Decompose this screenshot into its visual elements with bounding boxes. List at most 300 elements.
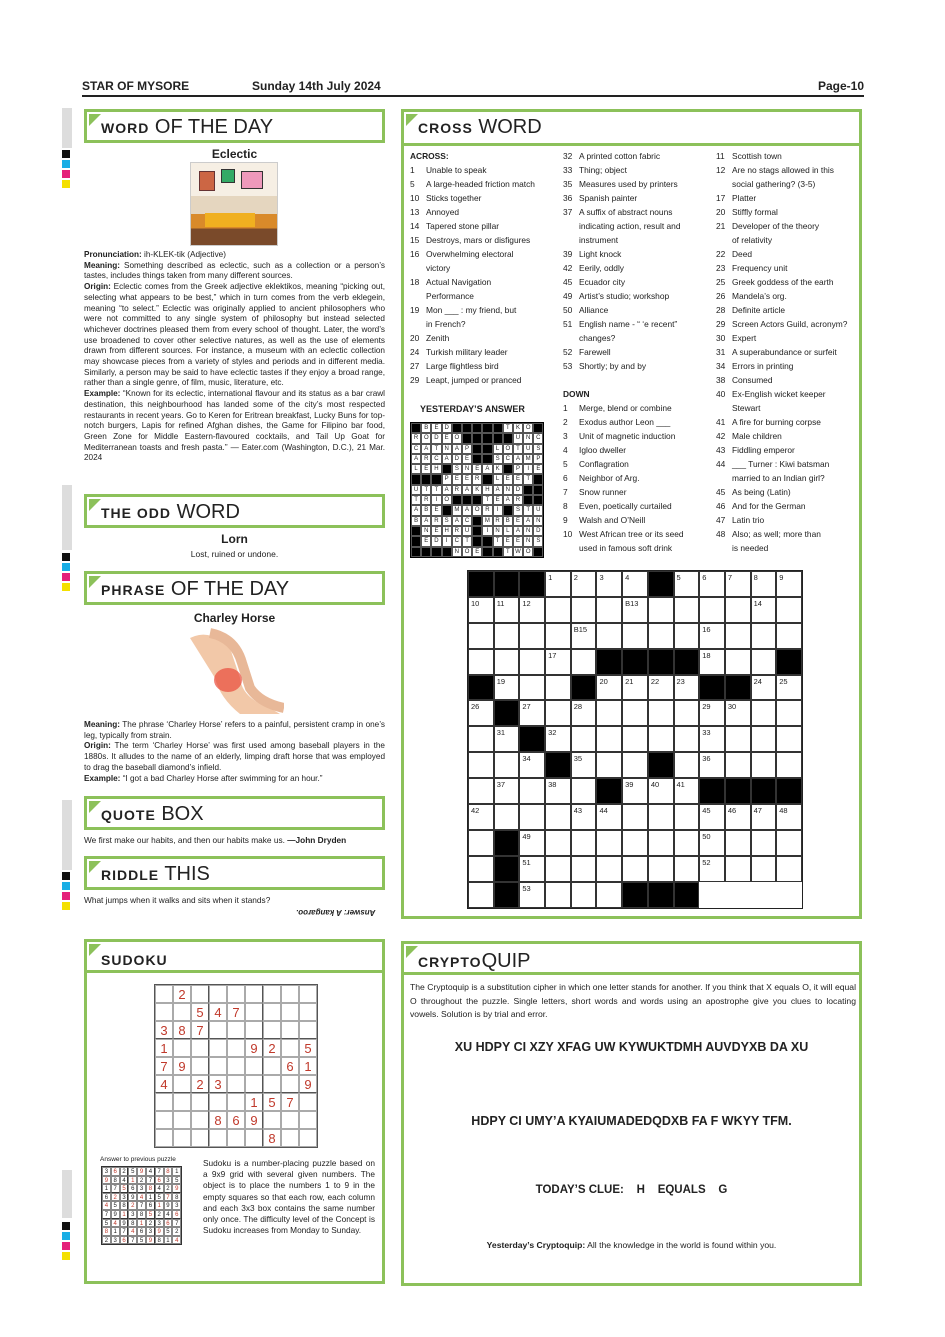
answer-cell: H [431,464,441,474]
clue: 40 Ex-English wicket keeper [716,389,826,399]
sudoku-cell[interactable] [281,1075,299,1093]
crossword-cell[interactable]: 25 [776,675,802,701]
crossword-cell[interactable]: 4 [622,571,648,597]
clue-continuation: is needed [732,543,769,553]
answer-cell: S [533,444,543,454]
crossword-cell[interactable] [674,804,700,830]
answer-cell: S [493,454,503,464]
sudoku-cell: 9 [173,1057,191,1075]
answer-cell: 2 [102,1236,111,1245]
answer-cell: D [431,433,441,443]
sudoku-cell[interactable] [245,1075,263,1093]
answer-cell: 9 [137,1167,146,1176]
crossword-cell[interactable] [725,623,751,649]
crossword-cell[interactable]: 53 [519,882,545,908]
crossword-cell[interactable] [622,700,648,726]
crossword-cell[interactable]: B15 [571,623,597,649]
answer-cell: 4 [120,1176,129,1185]
crossword-cell[interactable] [596,597,622,623]
sudoku-cell: 2 [173,985,191,1003]
answer-cell: C [533,433,543,443]
crossword-cell[interactable] [468,752,494,778]
crossword-cell[interactable] [519,675,545,701]
crossword-cell[interactable] [674,752,700,778]
clue: 5 Conflagration [563,459,629,469]
crossword-cell[interactable] [648,623,674,649]
sudoku-cell[interactable] [227,1057,245,1075]
flag-icon [89,114,101,126]
crossword-cell[interactable] [776,700,802,726]
sudoku-cell[interactable] [263,1021,281,1039]
answer-cell: E [503,536,513,546]
sudoku-cell: 7 [155,1057,173,1075]
answer-cell [462,433,472,443]
crossword-cell[interactable] [776,752,802,778]
crossword-panel: CROSS WORD [401,109,862,919]
sudoku-cell[interactable] [281,1129,299,1147]
crossword-cell[interactable] [468,778,494,804]
crossword-cell[interactable]: 30 [725,700,751,726]
crossword-cell[interactable]: 41 [674,778,700,804]
crossword-cell[interactable]: 36 [699,752,725,778]
answer-cell [523,495,533,505]
clue: 9 Walsh and O’Neill [563,515,646,525]
crossword-cell[interactable] [648,830,674,856]
crossword-cell[interactable] [648,597,674,623]
sudoku-cell[interactable] [245,1021,263,1039]
crossword-cell[interactable] [776,597,802,623]
crossword-cell[interactable] [468,830,494,856]
sudoku-cell[interactable] [281,1003,299,1021]
answer-cell: 1 [102,1184,111,1193]
clue: 34 Errors in printing [716,361,794,371]
crossword-cell[interactable]: 7 [725,571,751,597]
crossword-cell[interactable]: 37 [494,778,520,804]
sudoku-cell[interactable] [209,1129,227,1147]
crossword-cell[interactable] [725,726,751,752]
clue-continuation: Performance [426,291,474,301]
crossword-cell[interactable]: 11 [494,597,520,623]
answer-cell: N [462,464,472,474]
crossword-cell[interactable] [545,597,571,623]
crossword-cell[interactable] [468,649,494,675]
crossword-cell[interactable] [571,830,597,856]
sudoku-cell[interactable] [227,985,245,1003]
crossword-cell[interactable] [776,726,802,752]
sudoku-cell[interactable] [263,1111,281,1129]
crossword-cell[interactable]: 18 [699,649,725,675]
flag-icon [89,576,101,588]
answer-cell: L [411,464,421,474]
answer-cell: T [503,547,513,557]
sudoku-cell[interactable] [227,1021,245,1039]
answer-cell [442,505,452,515]
crossword-cell[interactable] [571,778,597,804]
page-header [82,78,864,97]
crossword-cell[interactable] [622,804,648,830]
sudoku-cell[interactable] [191,1111,209,1129]
crossword-cell[interactable] [468,856,494,882]
crossword-cell[interactable] [751,830,777,856]
sudoku-cell[interactable] [209,985,227,1003]
crossword-cell[interactable] [494,804,520,830]
clue: 45 As being (Latin) [716,487,791,497]
register-mark [62,1252,70,1260]
crossword-cell[interactable] [674,830,700,856]
answer-cell: 8 [102,1227,111,1236]
sudoku-cell[interactable] [245,985,263,1003]
crossword-cell[interactable] [699,597,725,623]
crossword-cell [648,571,674,597]
clue: 1 Unable to speak [410,165,487,175]
crossword-cell[interactable] [751,700,777,726]
sudoku-cell[interactable] [191,1093,209,1111]
crossword-cell[interactable] [776,856,802,882]
crossword-cell[interactable]: 26 [468,700,494,726]
crossword-cell[interactable]: 46 [725,804,751,830]
sudoku-cell[interactable] [173,1093,191,1111]
sudoku-cell[interactable] [227,1129,245,1147]
answer-cell: E [513,516,523,526]
sudoku-cell[interactable] [155,1129,173,1147]
sudoku-cell[interactable] [155,1093,173,1111]
answer-cell [523,485,533,495]
clue: 13 Annoyed [410,207,460,217]
answer-cell: 3 [128,1210,137,1219]
crossword-cell[interactable]: 34 [519,752,545,778]
crossword-cell[interactable] [596,700,622,726]
crossword-cell[interactable] [519,778,545,804]
crossword-cell[interactable] [596,830,622,856]
crossword-cell[interactable]: 23 [674,675,700,701]
sudoku-grid[interactable] [154,984,318,1148]
crossword-cell[interactable] [571,597,597,623]
crossword-cell[interactable]: B13 [622,597,648,623]
sudoku-cell[interactable] [227,1075,245,1093]
answer-cell: 3 [111,1236,120,1245]
crossword-cell[interactable] [545,804,571,830]
crossword-cell[interactable] [751,649,777,675]
crossword-cell[interactable] [545,882,571,908]
crossword-cell[interactable] [596,623,622,649]
crossword-cell[interactable] [545,830,571,856]
crossword-cell[interactable] [751,726,777,752]
crossword-cell[interactable] [648,856,674,882]
answer-cell: E [421,536,431,546]
crossword-cell[interactable] [468,882,494,908]
sudoku-cell[interactable] [227,1039,245,1057]
word-title: Eclectic [211,147,258,161]
answer-cell: A [513,454,523,464]
crossword-cell[interactable]: 19 [494,675,520,701]
crossword-cell[interactable]: 6 [699,571,725,597]
crossword-cell[interactable] [519,623,545,649]
crossword-cell[interactable]: 21 [622,675,648,701]
sudoku-cell[interactable] [155,1111,173,1129]
crossword-cell[interactable]: 1 [545,571,571,597]
answer-cell: E [513,474,523,484]
crossword-cell[interactable]: 51 [519,856,545,882]
crossword-cell[interactable] [725,597,751,623]
clue: 4 Igloo dweller [563,445,627,455]
crossword-cell[interactable] [545,856,571,882]
crossword-cell [468,571,494,597]
crossword-cell[interactable] [648,804,674,830]
answer-cell: S [513,505,523,515]
sudoku-cell[interactable] [299,1129,317,1147]
sudoku-cell[interactable] [173,1111,191,1129]
sudoku-cell[interactable] [281,985,299,1003]
sudoku-cell[interactable] [263,1057,281,1075]
sudoku-cell[interactable] [263,1075,281,1093]
answer-cell: 9 [128,1193,137,1202]
crossword-cell[interactable] [622,623,648,649]
answer-cell: R [472,474,482,484]
crossword-cell[interactable]: 24 [751,675,777,701]
sudoku-cell: 5 [263,1093,281,1111]
answer-cell: 3 [137,1184,146,1193]
sudoku-panel: SUDOKU [84,939,385,1284]
sudoku-cell: 8 [209,1111,227,1129]
sudoku-cell[interactable] [173,1003,191,1021]
crossword-cell[interactable]: 33 [699,726,725,752]
crossword-cell[interactable]: 2 [571,571,597,597]
crossword-cell[interactable] [519,649,545,675]
crossword-cell[interactable] [776,830,802,856]
answer-cell: 5 [137,1236,146,1245]
clue: 50 Alliance [563,305,609,315]
answer-cell: 6 [111,1167,120,1176]
sudoku-cell[interactable] [155,1003,173,1021]
crossword-cell[interactable]: 14 [751,597,777,623]
answer-cell: D [533,526,543,536]
crossword-cell[interactable]: 47 [751,804,777,830]
answer-cell: I [523,464,533,474]
riddle-header: RIDDLE THIS [84,856,385,890]
crossword-cell[interactable] [519,804,545,830]
crossword-cell[interactable] [751,856,777,882]
sudoku-cell[interactable] [155,985,173,1003]
sudoku-cell: 6 [281,1057,299,1075]
crossword-cell[interactable]: 45 [699,804,725,830]
crossword-cell[interactable]: 27 [519,700,545,726]
crossword-cell[interactable] [648,726,674,752]
sudoku-cell[interactable] [209,1021,227,1039]
crossword-cell [776,778,802,804]
crossword-cell[interactable] [725,752,751,778]
crossword-cell[interactable] [571,882,597,908]
sudoku-cell[interactable] [209,1093,227,1111]
crossword-cell[interactable]: 35 [571,752,597,778]
crossword-cell[interactable] [596,726,622,752]
answer-cell: E [442,433,452,443]
crossword-cell [751,778,777,804]
answer-cell [493,547,503,557]
crossword-cell[interactable] [622,830,648,856]
crossword-cell[interactable]: 20 [596,675,622,701]
sudoku-cell[interactable] [299,1111,317,1129]
crossword-cell[interactable]: 17 [545,649,571,675]
sudoku-cell[interactable] [191,1057,209,1075]
sudoku-cell[interactable] [299,985,317,1003]
answer-cell: O [472,505,482,515]
answer-cell: U [411,485,421,495]
crossword-cell[interactable]: 38 [545,778,571,804]
crossword-cell[interactable]: 29 [699,700,725,726]
crossword-cell[interactable] [674,726,700,752]
crossword-cell[interactable] [674,623,700,649]
sudoku-cell[interactable] [281,1021,299,1039]
clue: 6 Neighbor of Arg. [563,473,640,483]
crossword-cell[interactable]: 50 [699,830,725,856]
crossword-cell[interactable] [596,752,622,778]
crossword-cell[interactable]: 31 [494,726,520,752]
crossword-cell[interactable] [596,856,622,882]
answer-cell: S [533,536,543,546]
register-mark [62,1232,70,1240]
answer-cell: 3 [172,1201,181,1210]
sudoku-cell[interactable] [173,1039,191,1057]
crossword-cell[interactable] [494,752,520,778]
crossword-cell[interactable]: 43 [571,804,597,830]
sudoku-cell[interactable] [281,1039,299,1057]
crossword-cell[interactable]: 52 [699,856,725,882]
answer-cell: 9 [111,1210,120,1219]
crossword-cell[interactable] [571,856,597,882]
sudoku-cell[interactable] [245,1003,263,1021]
answer-cell: T [493,536,503,546]
register-mark [62,150,70,158]
crossword-cell[interactable] [622,726,648,752]
yesterday-answer-grid [410,422,544,558]
odd-word-header: THE ODD WORD [84,494,385,528]
answer-cell: N [523,433,533,443]
previous-answer-label: Answer to previous puzzle [100,1156,176,1163]
crossword-cell[interactable] [571,649,597,675]
crossword-cell[interactable]: 3 [596,571,622,597]
answer-cell: 2 [111,1193,120,1202]
answer-cell: 1 [172,1167,181,1176]
crossword-cell[interactable]: 44 [596,804,622,830]
crossword-cell[interactable] [751,623,777,649]
crossword-cell[interactable] [751,752,777,778]
answer-cell: M [452,505,462,515]
answer-cell: P [462,444,472,454]
crossword-cell[interactable]: 22 [648,675,674,701]
crossword-cell[interactable]: 28 [571,700,597,726]
sudoku-cell[interactable] [299,1093,317,1111]
sudoku-cell[interactable] [299,1021,317,1039]
sudoku-cell[interactable] [245,1129,263,1147]
sudoku-cell: 5 [191,1003,209,1021]
answer-cell: 4 [137,1193,146,1202]
sudoku-cell[interactable] [191,1039,209,1057]
sudoku-cell[interactable] [263,985,281,1003]
clue-continuation: changes? [579,333,616,343]
clue: 29 Leapt, jumped or pranced [410,375,522,385]
sudoku-cell[interactable] [173,1075,191,1093]
crossword-cell[interactable]: 48 [776,804,802,830]
crossword-grid[interactable] [467,570,803,909]
sudoku-cell[interactable] [245,1057,263,1075]
sudoku-cell[interactable] [209,1039,227,1057]
crossword-cell[interactable]: 40 [648,778,674,804]
crossword-cell[interactable]: 12 [519,597,545,623]
crossword-cell[interactable] [674,856,700,882]
crossword-cell[interactable] [494,649,520,675]
crossword-cell[interactable] [622,856,648,882]
crossword-cell[interactable]: 10 [468,597,494,623]
crossword-cell[interactable] [468,623,494,649]
answer-cell [482,444,492,454]
crossword-cell[interactable]: 32 [545,726,571,752]
sudoku-cell[interactable] [173,1129,191,1147]
answer-cell: R [452,526,462,536]
sudoku-cell[interactable] [281,1111,299,1129]
answer-cell: O [523,547,533,557]
sudoku-cell: 8 [173,1021,191,1039]
sudoku-cell[interactable] [263,1003,281,1021]
answer-cell [482,474,492,484]
crossword-cell[interactable]: 9 [776,571,802,597]
answer-cell: A [462,485,472,495]
sudoku-cell[interactable] [191,1129,209,1147]
sudoku-cell[interactable] [209,1057,227,1075]
crossword-cell[interactable] [725,830,751,856]
crossword-cell[interactable] [571,726,597,752]
crossword-cell[interactable] [776,623,802,649]
crossword-cell[interactable]: 8 [751,571,777,597]
clue: 17 Platter [716,193,757,203]
answer-cell: A [523,516,533,526]
crossword-cell[interactable]: 42 [468,804,494,830]
crossword-cell[interactable]: 39 [622,778,648,804]
odd-word: Lorn [221,532,248,546]
word-definition: Pronunciation: ih-KLEK-tik (Adjective) Meaning: Something described as eclectic, such as a collection or a person’s tastes, includes things taken from many different sources. Origin: Eclectic comes from the Greek adjective eklektikos, meaning “picking out, selecting what appears to be best,” which in turn comes from the verb eklegein, meaning “to select.” Eclectic was originally applied to ancient philosophers who were not committed to any single system of philosophy but instead selected whichever doctrines pleased them from every school of thought. Later, the word’s use broadened to cover other selective natures, as well as the use of elements drawn from different sources. For instance, a museum with an eclectic collection may showcase pieces from a variety of styles and periods and in different media. Similarly, a person may be said to have eclectic tastes if they enjoy a broad range, rather than a single genre, of film, music, literature, etc. Example: “Known for its eclectic, international flavour and its status as a bar crawl destination, this neighbourhood has landed some of the city’s most respected restaurants in recent years. Go to Keren for Eritrean breakfast, Lucky Buns for top-notch burgers, Lapis for refined Afghan dishes, the Game for Filipino bar food, Green Zone for Middle Eastern-flavoured cocktails, and Tail Up Goat for Mediterranean toasts and fresh pasta.” — Eater.com (Washington, D.C.), 21 Mar. 2024 [84,250,386,463]
crossword-cell[interactable]: 5 [674,571,700,597]
crossword-cell[interactable] [468,726,494,752]
sudoku-cell[interactable] [191,985,209,1003]
crossword-cell[interactable] [622,752,648,778]
crossword-cell[interactable] [725,649,751,675]
answer-cell: 6 [102,1193,111,1202]
answer-cell: A [452,516,462,526]
answer-cell: O [442,495,452,505]
answer-cell: 7 [146,1176,155,1185]
crossword-cell[interactable] [545,623,571,649]
crossword-cell[interactable] [648,700,674,726]
crossword-cell[interactable] [596,882,622,908]
crossword-cell[interactable] [545,700,571,726]
crossword-cell[interactable] [545,675,571,701]
crossword-cell[interactable] [494,623,520,649]
margin-bar [62,108,72,148]
register-mark [62,180,70,188]
clue-continuation: social gathering? (3-5) [732,179,816,189]
crossword-cell [622,882,648,908]
crossword-cell [596,778,622,804]
clue: 29 Screen Actors Guild, acronym? [716,319,848,329]
crossword-cell[interactable]: 49 [519,830,545,856]
crossword-cell[interactable] [674,700,700,726]
crossword-cell[interactable]: 16 [699,623,725,649]
answer-cell: L [503,526,513,536]
answer-cell: R [421,454,431,464]
sudoku-cell[interactable] [299,1003,317,1021]
sudoku-cell[interactable] [227,1093,245,1111]
crossword-cell[interactable] [725,856,751,882]
crossword-cell[interactable] [674,597,700,623]
